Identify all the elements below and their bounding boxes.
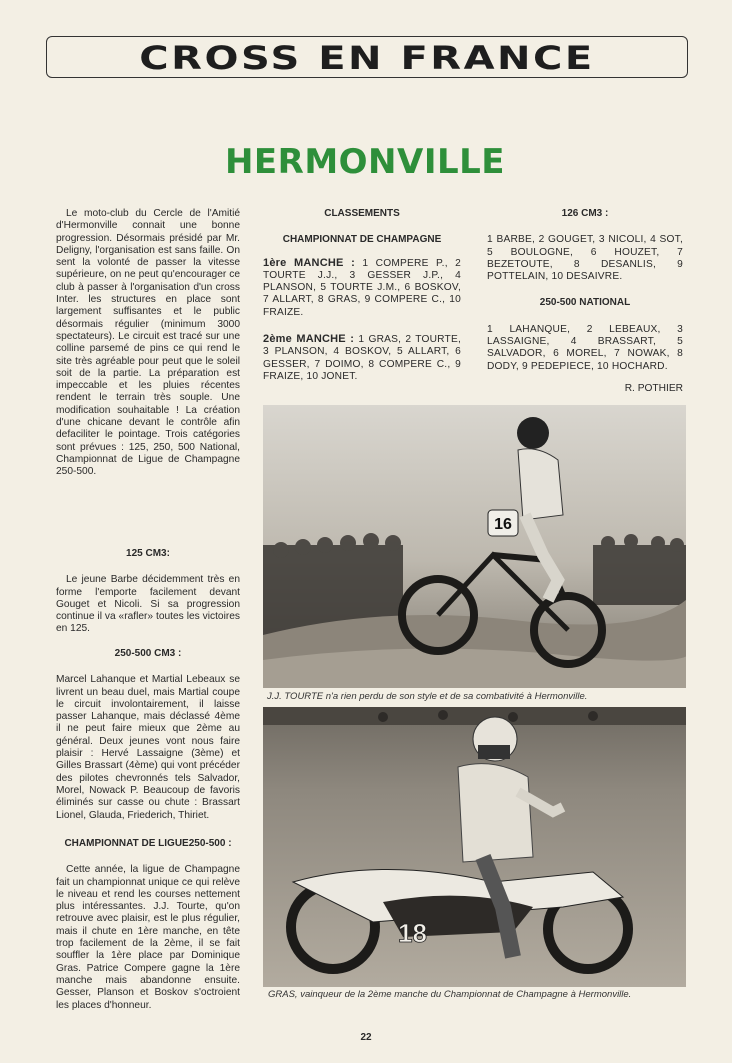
- section-ligue: [56, 838, 240, 1012]
- manche2-result: [263, 333, 461, 383]
- section-250-heading: 250-500 CM3 :: [114, 648, 182, 659]
- photo-tourte-image: [263, 405, 686, 688]
- c126-heading: 126 CM3 :: [561, 208, 609, 219]
- classements-block: [263, 208, 461, 383]
- results-right: [487, 208, 683, 395]
- article-title: HERMONVILLE: [224, 142, 506, 182]
- manche1-text: 1 COMPERE P., 2 TOURTE J.J., 3 GESSER J.P., 4 PLANSON, 5 TOURTE J.M., 6 BOSKOV, 7 ALLART, 8 GRAS, 9 COMPERE C., 10 FRAIZE.: [263, 257, 461, 318]
- section-125-heading: 125 CM3:: [126, 548, 170, 559]
- header-frame: [46, 36, 688, 78]
- intro-text: Le moto-club du Cercle de l'Amitié d'Hermonville connait une bonne progression. Désormais présidé par Mr. Deligny, l'organisation est sans faille. On sent la volonté de passer la vitesse supérieure, on ne peut qu'encourager ce club à passer à l'organisation d'un cross Inter. les structures en place sont largement suffisantes et le public désormais régulier (minimum 3000 spectateurs). Le circuit est tracé sur une colline parsemé de pins ce qui rend le site très agréable pour peut que le soleil soit de la partie. La préparation est impeccable et les pluies récentes rendent le terrain très souple. Une modification souhaitable ! La création d'une chicane devant le contrôle afin defaciliter le pointage. Trois catégories sont prévues : 125, 250, 500 National, Championnat de Ligue de Champagne 250-500.: [56, 208, 240, 478]
- photo-gras: [263, 707, 686, 987]
- manche2-label: 2ème MANCHE :: [263, 333, 355, 346]
- photo-gras-caption: GRAS, vainqueur de la 2ème manche du Championnat de Champagne à Hermonville.: [268, 989, 632, 1000]
- page-number: 22: [360, 1032, 372, 1043]
- manche2-text: 1 GRAS, 2 TOURTE, 3 PLANSON, 4 BOSKOV, 5 ALLART, 6 GESSER, 7 DOIMO, 8 COMPERE C., 9 FRAIZE, 10 JONET.: [263, 334, 461, 382]
- bike-number-16: 16: [494, 516, 512, 533]
- intro-paragraph: [56, 208, 240, 479]
- section-250-text: Marcel Lahanque et Martial Lebeaux se livrent un beau duel, mais Martial coupe le circuit involontairement, il laisse passer Lahanque, mais déclassé 4ème il ne peut faire mieux que 2ème au général. Deux jeunes vont nous faire plaisir : Hervé Lassaigne (3ème) et Gilles Brassart (4ème) qui vont précéder des pilotes chevronnés tels Salvador, Morel, Nowack P. Beaucoup de favoris éliminés sur casse ou chute : Brassart Lionel, Glauda, Friederich, Thiriet.: [56, 674, 240, 821]
- classements-heading: CLASSEMENTS: [324, 208, 400, 219]
- bike-number-18: 18: [398, 918, 427, 948]
- championnat-heading: CHAMPIONNAT DE CHAMPAGNE: [282, 234, 442, 246]
- section-125-text: Le jeune Barbe décidemment très en forme l'emporte facilement devant Gouget et Nicoli. Si sa progression continue il va «rafler» toutes les victoires en 125.: [56, 574, 240, 635]
- section-ligue-heading: CHAMPIONNAT DE LIGUE250-500 :: [64, 838, 232, 849]
- photo-tourte-caption: J.J. TOURTE n'a rien perdu de son style et de sa combativité à Hermonville.: [267, 691, 588, 702]
- section-125: [56, 548, 240, 636]
- photo-tourte: [263, 405, 686, 688]
- author: R. POTHIER: [624, 382, 683, 394]
- manche1-label: 1ère MANCHE :: [263, 256, 356, 269]
- photo-gras-image: [263, 707, 686, 987]
- national-heading: 250-500 NATIONAL: [539, 297, 631, 309]
- c126-text: 1 BARBE, 2 GOUGET, 3 NICOLI, 4 SOT, 5 BOULOGNE, 6 HOUZET, 7 BEZETOUTE, 8 DESANLIS, 9 POTTELAIN, 10 DESAIVRE.: [487, 234, 683, 283]
- section-250: [56, 648, 240, 822]
- manche1-result: [263, 257, 461, 319]
- header-title: CROSS EN FRANCE: [139, 39, 595, 77]
- national-text: 1 LAHANQUE, 2 LEBEAUX, 3 LASSAIGNE, 4 BRASSART, 5 SALVADOR, 6 MOREL, 7 NOWAK, 8 DODY, 9 PEDEPIECE, 10 HOCHARD.: [487, 323, 683, 372]
- section-ligue-text: Cette année, la ligue de Champagne fait un championnat unique ce qui relève le niveau et rend les courses nettement plus intéressantes. J.J. Tourte, qu'on retrouve avec plaisir, est le plus régulier, mais il chute en 1ère manche, en tête trop facilement de la 2ème, il se fait souffler la 1ère place par Dominique Gras. Patrice Compere gagne la 1ère manche mais abandonne ensuite. Gesser, Planson et Boskov s'octroient les places d'honneur.: [56, 864, 240, 1011]
